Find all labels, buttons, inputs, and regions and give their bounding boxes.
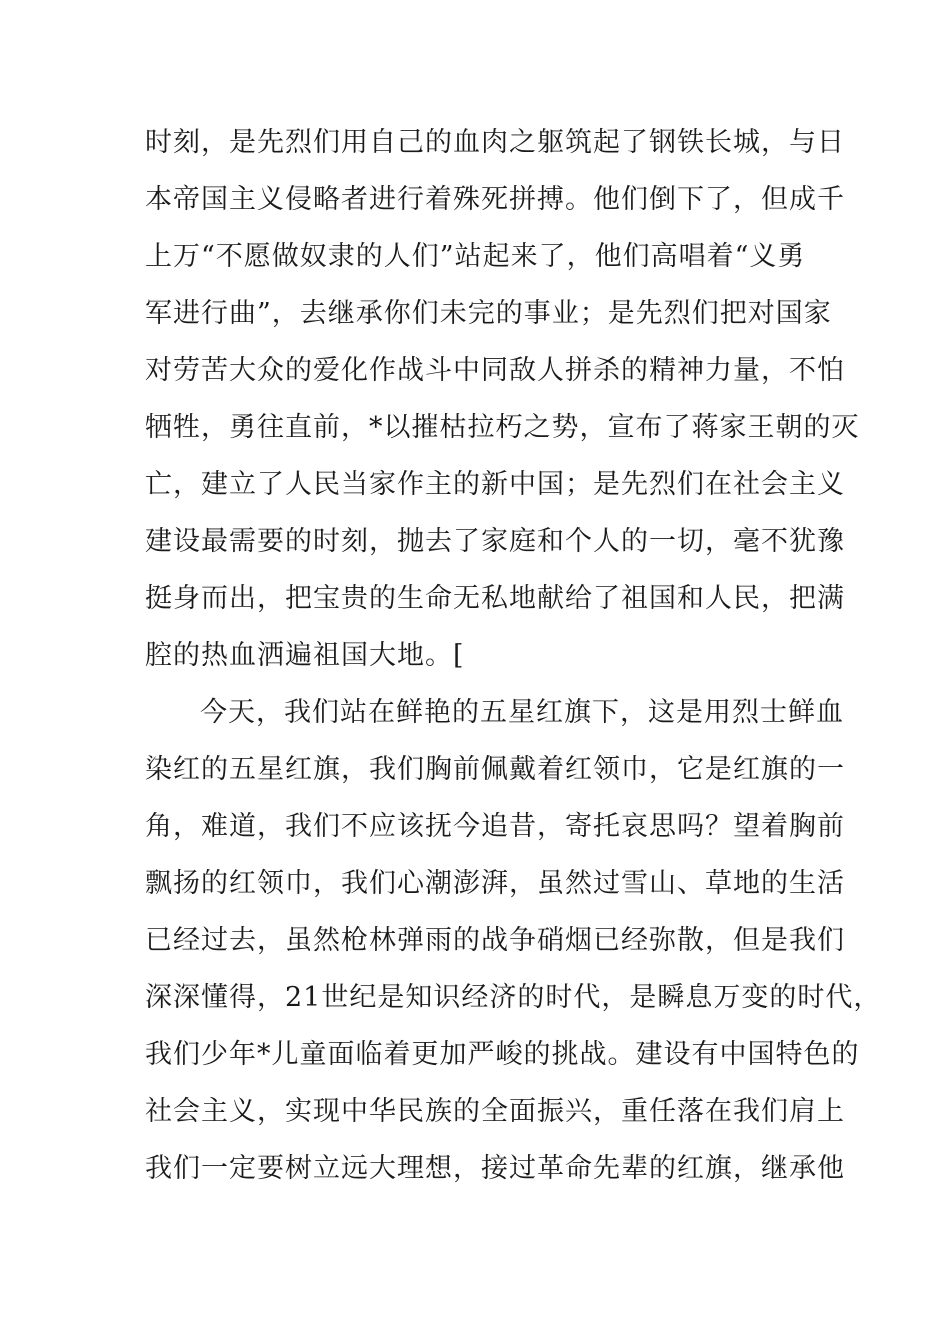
- text-line: 牺牲，勇往直前，*以摧枯拉朽之势，宣布了蒋家王朝的灭: [145, 412, 860, 443]
- text-line: 上万“不愿做奴隶的人们”站起来了，他们高唱着“义勇: [145, 241, 806, 272]
- text-line: 角，难道，我们不应该抚今追昔，寄托哀思吗？望着胸前: [145, 811, 845, 842]
- text-line: 今天，我们站在鲜艳的五星红旗下，这是用烈士鲜血: [200, 697, 844, 728]
- text-line: 染红的五星红旗，我们胸前佩戴着红领巾，它是红旗的一: [145, 754, 845, 785]
- text-line: 本帝国主义侵略者进行着殊死拼搏。他们倒下了，但成千: [145, 184, 845, 215]
- text-line: 对劳苦大众的爱化作战斗中同敌人拼杀的精神力量，不怕: [145, 355, 845, 386]
- text-line: 亡，建立了人民当家作主的新中国；是先烈们在社会主义: [145, 469, 845, 500]
- text-line: 飘扬的红领巾，我们心潮澎湃，虽然过雪山、草地的生活: [145, 868, 845, 899]
- text-line: 腔的热血洒遍祖国大地。[: [145, 640, 465, 671]
- text-line: 我们一定要树立远大理想，接过革命先辈的红旗，继承他: [145, 1153, 845, 1184]
- text-line: 我们少年*儿童面临着更加严峻的挑战。建设有中国特色的: [145, 1039, 860, 1070]
- text-line: 深深懂得，21世纪是知识经济的时代，是瞬息万变的时代，: [145, 982, 882, 1013]
- text-line: 建设最需要的时刻，抛去了家庭和个人的一切，毫不犹豫: [145, 526, 845, 557]
- text-line: 社会主义，实现中华民族的全面振兴，重任落在我们肩上: [145, 1096, 845, 1127]
- text-line: 已经过去，虽然枪林弹雨的战争硝烟已经弥散，但是我们: [145, 925, 845, 956]
- text-line: 时刻，是先烈们用自己的血肉之躯筑起了钢铁长城，与日: [145, 127, 845, 158]
- text-line: 军进行曲”，去继承你们未完的事业；是先烈们把对国家: [145, 298, 832, 329]
- text-line: 挺身而出，把宝贵的生命无私地献给了祖国和人民，把满: [145, 583, 845, 614]
